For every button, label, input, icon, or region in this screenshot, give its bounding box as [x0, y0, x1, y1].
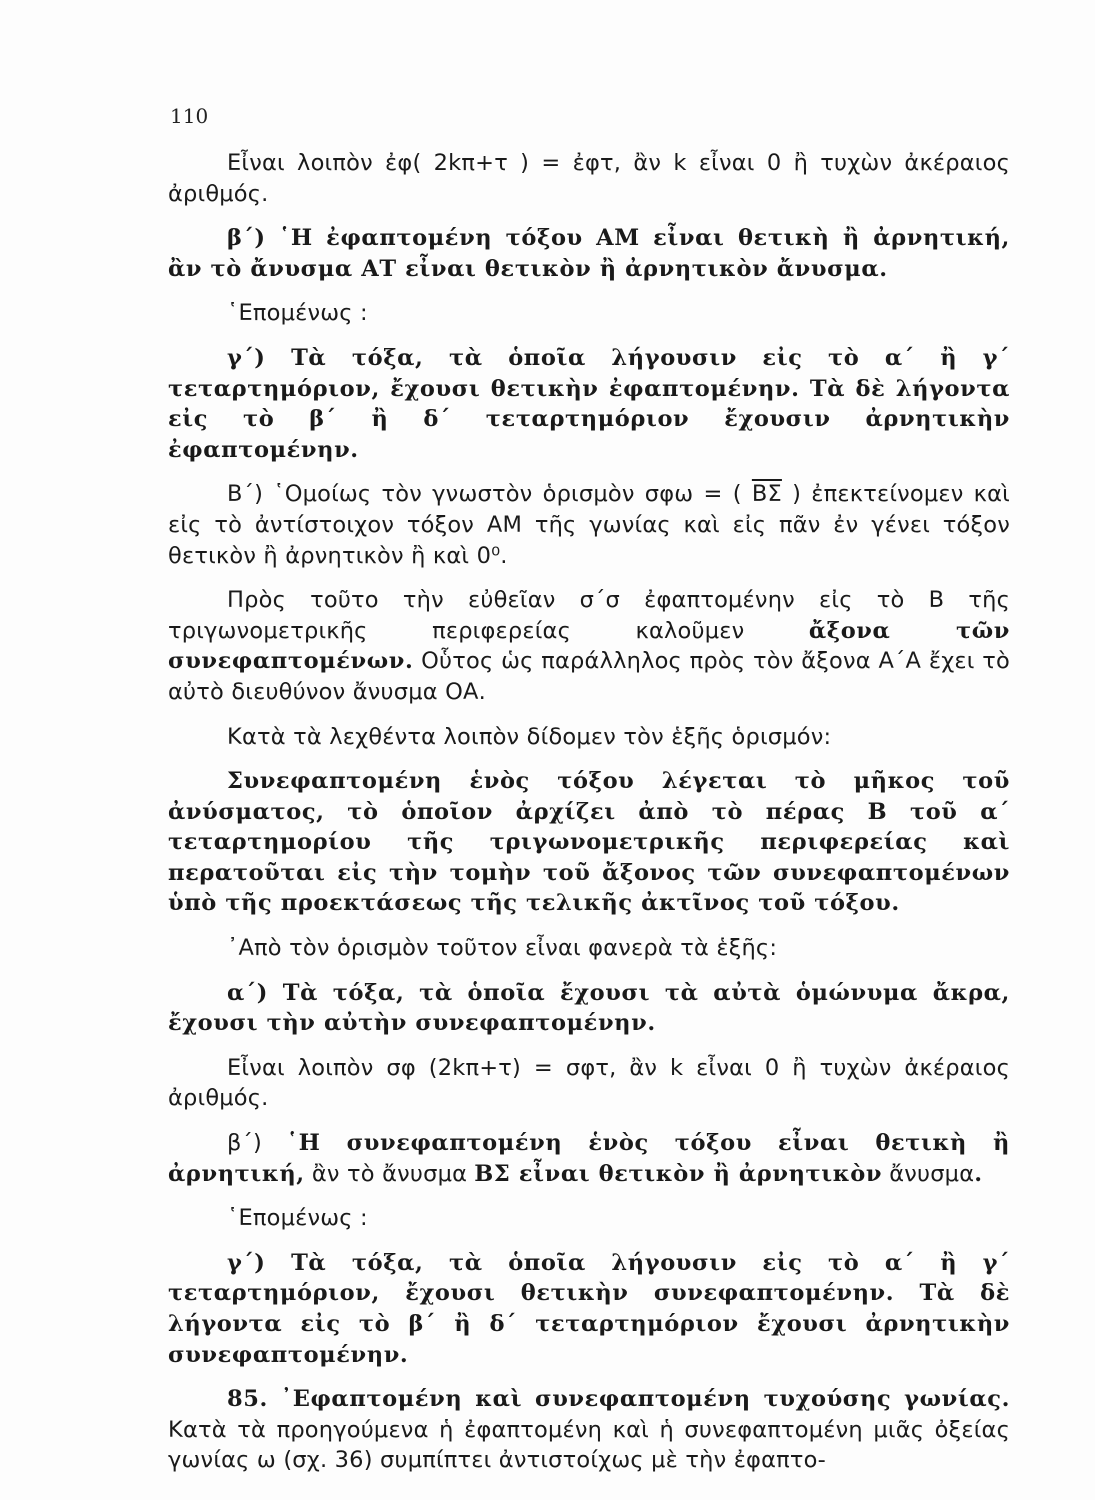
- paragraph-cot-axis: [168, 585, 1010, 707]
- cot-sign-text-b: ἂν τὸ ἄνυσμα: [311, 1160, 468, 1187]
- paragraph-cot-sign-rule: [168, 1128, 1010, 1189]
- cot-sign-text-d: ἄνυσμα: [889, 1160, 975, 1187]
- paragraph-consequently-1: ῾Επομένως :: [227, 300, 368, 327]
- section-85-heading: 85. ᾿Εφαπτομένη καὶ συνεφαπτομένη τυχούσης γωνίας.: [227, 1386, 1010, 1413]
- paragraph-consequences-intro: ᾿Απὸ τὸν ὁρισμὸν τοῦτον εἶναι φανερὰ τὰ ἑξῆς:: [227, 935, 778, 962]
- cot-intro-text: Β΄) ῾Ομοίως τὸν γνωστὸν ὁρισμὸν σφω = (: [227, 481, 742, 508]
- cot-sign-lead: β΄): [227, 1130, 262, 1157]
- paragraph-section-85: [168, 1384, 1010, 1476]
- section-85-text: Κατὰ τὰ προηγούμενα ἡ ἐφαπτομένη καὶ ἡ συνεφαπτομένη μιᾶς ὀξείας γωνίας ω (σχ. 36) συμπίπτει ἀντιστοίχως μὲ τὴν ἐφαπτο-: [168, 1416, 1010, 1474]
- paragraph-cot-definition: Συνεφαπτομένη ἑνὸς τόξου λέγεται τὸ μῆκος τοῦ ἀνύσματος, τὸ ὁποῖον ἀρχίζει ἀπὸ τὸ πέρας Β τοῦ α΄ τεταρτημορίου τῆς τριγωνομετρικῆς περιφερείας καὶ περατοῦται εἰς τὴν τομὴν τοῦ ἄξονος τῶν συνεφαπτομένων ὑπὸ τῆς προεκτάσεως τῆς τελικῆς ἀκτῖνος τοῦ τόξου.: [168, 768, 1010, 917]
- cot-sign-text-e: .: [974, 1160, 983, 1187]
- paragraph-definition-intro: Κατὰ τὰ λεχθέντα λοιπὸν δίδομεν τὸν ἑξῆς ὁρισμόν:: [227, 723, 832, 750]
- overlined-segment: $\overline{B\Sigma}$: [751, 481, 782, 508]
- paragraph-cot-definition-extension: [168, 479, 1010, 571]
- cot-axis-text: Πρὸς τοῦτο τὴν εὐθεῖαν σ΄σ ἐφαπτομένην εἰς τὸ Β τῆς τριγωνομετρικῆς περιφερείας καλοῦμεν: [168, 587, 1010, 644]
- paragraph-cot-periodicity: Εἶναι λοιπὸν σφ (2kπ+τ) = σφτ, ἂν k εἶναι 0 ἢ τυχὼν ἀκέραιος ἀριθμός.: [168, 1054, 1010, 1112]
- cot-sign-text-c: ΒΣ εἶναι θετικὸν ἢ ἀρνητικὸν: [474, 1160, 883, 1187]
- paragraph-tan-quadrants: γ΄) Τὰ τόξα, τὰ ὁποῖα λήγουσιν εἰς τὸ α΄ ἢ γ΄ τεταρτημόριον, ἔχουσι θετικὴν ἐφαπτομένην. Τὰ δὲ λήγοντα εἰς τὸ β΄ ἢ δ΄ τεταρτημόριον ἔχουσιν ἀρνητικὴν ἐφαπτομένην.: [168, 344, 1010, 463]
- cot-intro-rest: ) ἐπεκτείνομεν καὶ εἰς τὸ ἀντίστοιχον τόξον ΑΜ τῆς γωνίας καὶ εἰς πᾶν ἐν γένει τόξον θετικὸν ἢ ἀρνητικὸν ἢ καὶ 0⁰.: [168, 481, 1010, 569]
- page-body: [168, 148, 1010, 1476]
- cot-axis-term: ἄξονα τῶν συνεφαπτομένων.: [168, 617, 1010, 675]
- paragraph-consequently-2: ῾Επομένως :: [227, 1205, 368, 1232]
- paragraph-cot-quadrants: γ΄) Τὰ τόξα, τὰ ὁποῖα λήγουσιν εἰς τὸ α΄ ἢ γ΄ τεταρτημόριον, ἔχουσι θετικὴν συνεφαπτομένην. Τὰ δὲ λήγοντα εἰς τὸ β΄ ἢ δ΄ τεταρτημόριον ἔχουσι ἀρνητικὴν συνεφαπτομένην.: [168, 1249, 1010, 1368]
- page-number: 110: [170, 104, 209, 128]
- cot-sign-text-a: ῾Η συνεφαπτομένη ἑνὸς τόξου εἶναι θετικὴ ἢ ἀρνητική,: [168, 1130, 1010, 1187]
- cot-axis-rest: Οὗτος ὡς παράλληλος πρὸς τὸν ἄξονα Α΄Α ἔχει τὸ αὐτὸ διευθύνον ἄνυσμα ΟΑ.: [168, 648, 1010, 705]
- paragraph-tan-sign-rule: β΄) ῾Η ἐφαπτομένη τόξου ΑΜ εἶναι θετικὴ ἢ ἀρνητική, ἂν τὸ ἄνυσμα ΑΤ εἶναι θετικὸν ἢ ἀρνητικὸν ἄνυσμα.: [168, 225, 1010, 282]
- paragraph-tan-periodicity: Εἶναι λοιπὸν ἐφ( 2kπ+τ ) = ἐφτ, ἂν k εἶναι 0 ἢ τυχὼν ἀκέραιος ἀριθμός.: [168, 150, 1010, 207]
- paragraph-cot-same-endpoints: α΄) Τὰ τόξα, τὰ ὁποῖα ἔχουσι τὰ αὐτὰ ὁμώνυμα ἄκρα, ἔχουσι τὴν αὐτὴν συνεφαπτομένην.: [168, 979, 1010, 1037]
